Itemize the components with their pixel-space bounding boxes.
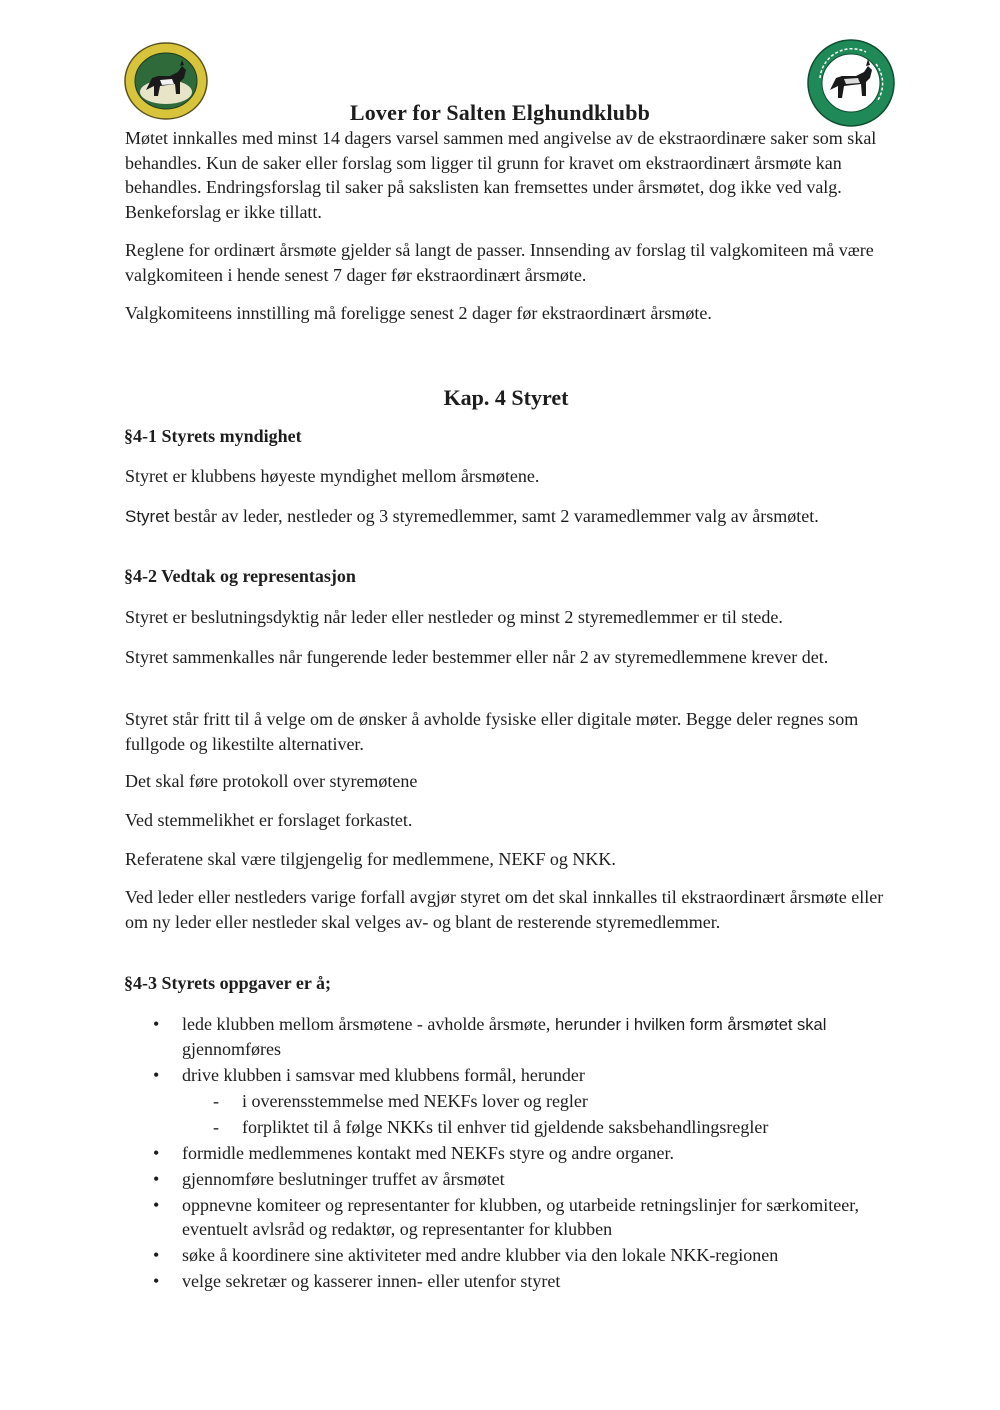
section-4-2-paragraph-2: Styret sammenkalles når fungerende leder bestemmer eller når 2 av styremedlemmene krever det. [125,647,829,667]
list-item-text: drive klubben i samsvar med klubbens formål, herunder [182,1065,585,1085]
styret-word: Styret [125,507,170,526]
list-item-text: formidle medlemmenes kontakt med NEKFs styre og andre organer. [182,1143,675,1163]
section-4-3-heading: §4-3 Styrets oppgaver er å; [124,973,331,993]
list-item-text-continued: herunder i hvilken form årsmøtet skal [550,1016,827,1034]
section-4-2-paragraph-6: Referatene skal være tilgjengelig for medlemmene, NEKF og NKK. [125,849,616,869]
section-4-1-paragraph-2 [125,504,895,530]
list-item [125,1193,902,1241]
bullet-icon: • [153,1169,160,1189]
sub-list-item-text: i overensstemmelse med NEKFs lover og regler [242,1091,588,1111]
bullet-icon: • [153,1143,160,1163]
list-item [125,1141,905,1165]
list-item [125,1167,905,1191]
section-4-2-paragraph-3: Styret står fritt til å velge om de ønsker å avholde fysiske eller digitale møter. Begge deler regnes som fullgode og likestilte alternativer. [125,709,859,754]
section-4-1-paragraph-2-text: består av leder, nestleder og 3 styremedlemmer, samt 2 varamedlemmer valg av årsmøtet. [169,506,819,526]
section-4-2-paragraph-5: Ved stemmelikhet er forslaget forkastet. [125,810,413,830]
dash-icon: - [213,1091,219,1111]
intro-paragraph-1: Møtet innkalles med minst 14 dagers varsel sammen med angivelse av de ekstraordinære saker som skal behandles. Kun de saker eller forslag som ligger til grunn for kravet om ekstraordinært årsmøte kan behandles. Endringsforslag til saker på sakslisten kan fremsettes under årsmøtet, dog ikke ved valg. Benkeforslag er ikke tillatt. [125,128,877,222]
sub-list-item [125,1115,905,1140]
list-item-text: gjennomføre beslutninger truffet av årsmøtet [182,1169,505,1189]
bullet-icon: • [153,1195,160,1215]
list-item-text: oppnevne komiteer og representanter for klubben, og utarbeide retningslinjer for særkomiteer, eventuelt avlsråd og redaktør, og representanter for klubben [182,1195,860,1239]
duties-list [125,1012,905,1295]
section-4-2-paragraph-1: Styret er beslutningsdyktig når leder eller nestleder og minst 2 styremedlemmer er til stede. [125,607,783,627]
sub-list-item [125,1089,905,1114]
document-title: Lover for Salten Elghundklubb [349,100,651,125]
list-item-text: søke å koordinere sine aktiviteter med andre klubber via den lokale NKK-regionen [182,1245,779,1265]
list-item [125,1063,905,1087]
list-item-text: velge sekretær og kasserer innen- eller utenfor styret [182,1271,561,1291]
sub-list-item-text: forpliktet til å følge NKKs til enhver tid gjeldende saksbehandlingsregler [242,1117,769,1137]
intro-paragraph-3: Valgkomiteens innstilling må foreligge senest 2 dager før ekstraordinært årsmøte. [125,303,712,323]
bullet-icon: • [153,1065,160,1085]
list-item-text-wrap: gjennomføres [182,1039,281,1059]
list-item-text: lede klubben mellom årsmøtene - avholde årsmøte, [182,1014,551,1034]
list-item [125,1243,905,1267]
intro-paragraph-2: Reglene for ordinært årsmøte gjelder så langt de passer. Innsending av forslag til valgkomiteen må være valgkomiteen i hende senest 7 dager før ekstraordinært årsmøte. [125,240,874,285]
list-item [125,1269,905,1293]
chapter-heading: Kap. 4 Styret [443,385,569,410]
dash-icon: - [213,1117,219,1137]
bullet-icon: • [153,1014,160,1034]
section-4-2-paragraph-7: Ved leder eller nestleders varige forfall avgjør styret om det skal innkalles til ekstraordinært årsmøte eller om ny leder eller nestleder skal velges av- og blant de resterende styremedlemmer. [125,887,884,932]
section-4-1-paragraph-1: Styret er klubbens høyeste myndighet mellom årsmøtene. [125,466,540,486]
list-item [125,1012,905,1061]
bullet-icon: • [153,1245,160,1265]
section-4-2-heading: §4-2 Vedtak og representasjon [124,566,356,586]
section-4-2-paragraph-4: Det skal føre protokoll over styremøtene [125,771,418,791]
bullet-icon: • [153,1271,160,1291]
section-4-1-heading: §4-1 Styrets myndighet [124,426,302,446]
